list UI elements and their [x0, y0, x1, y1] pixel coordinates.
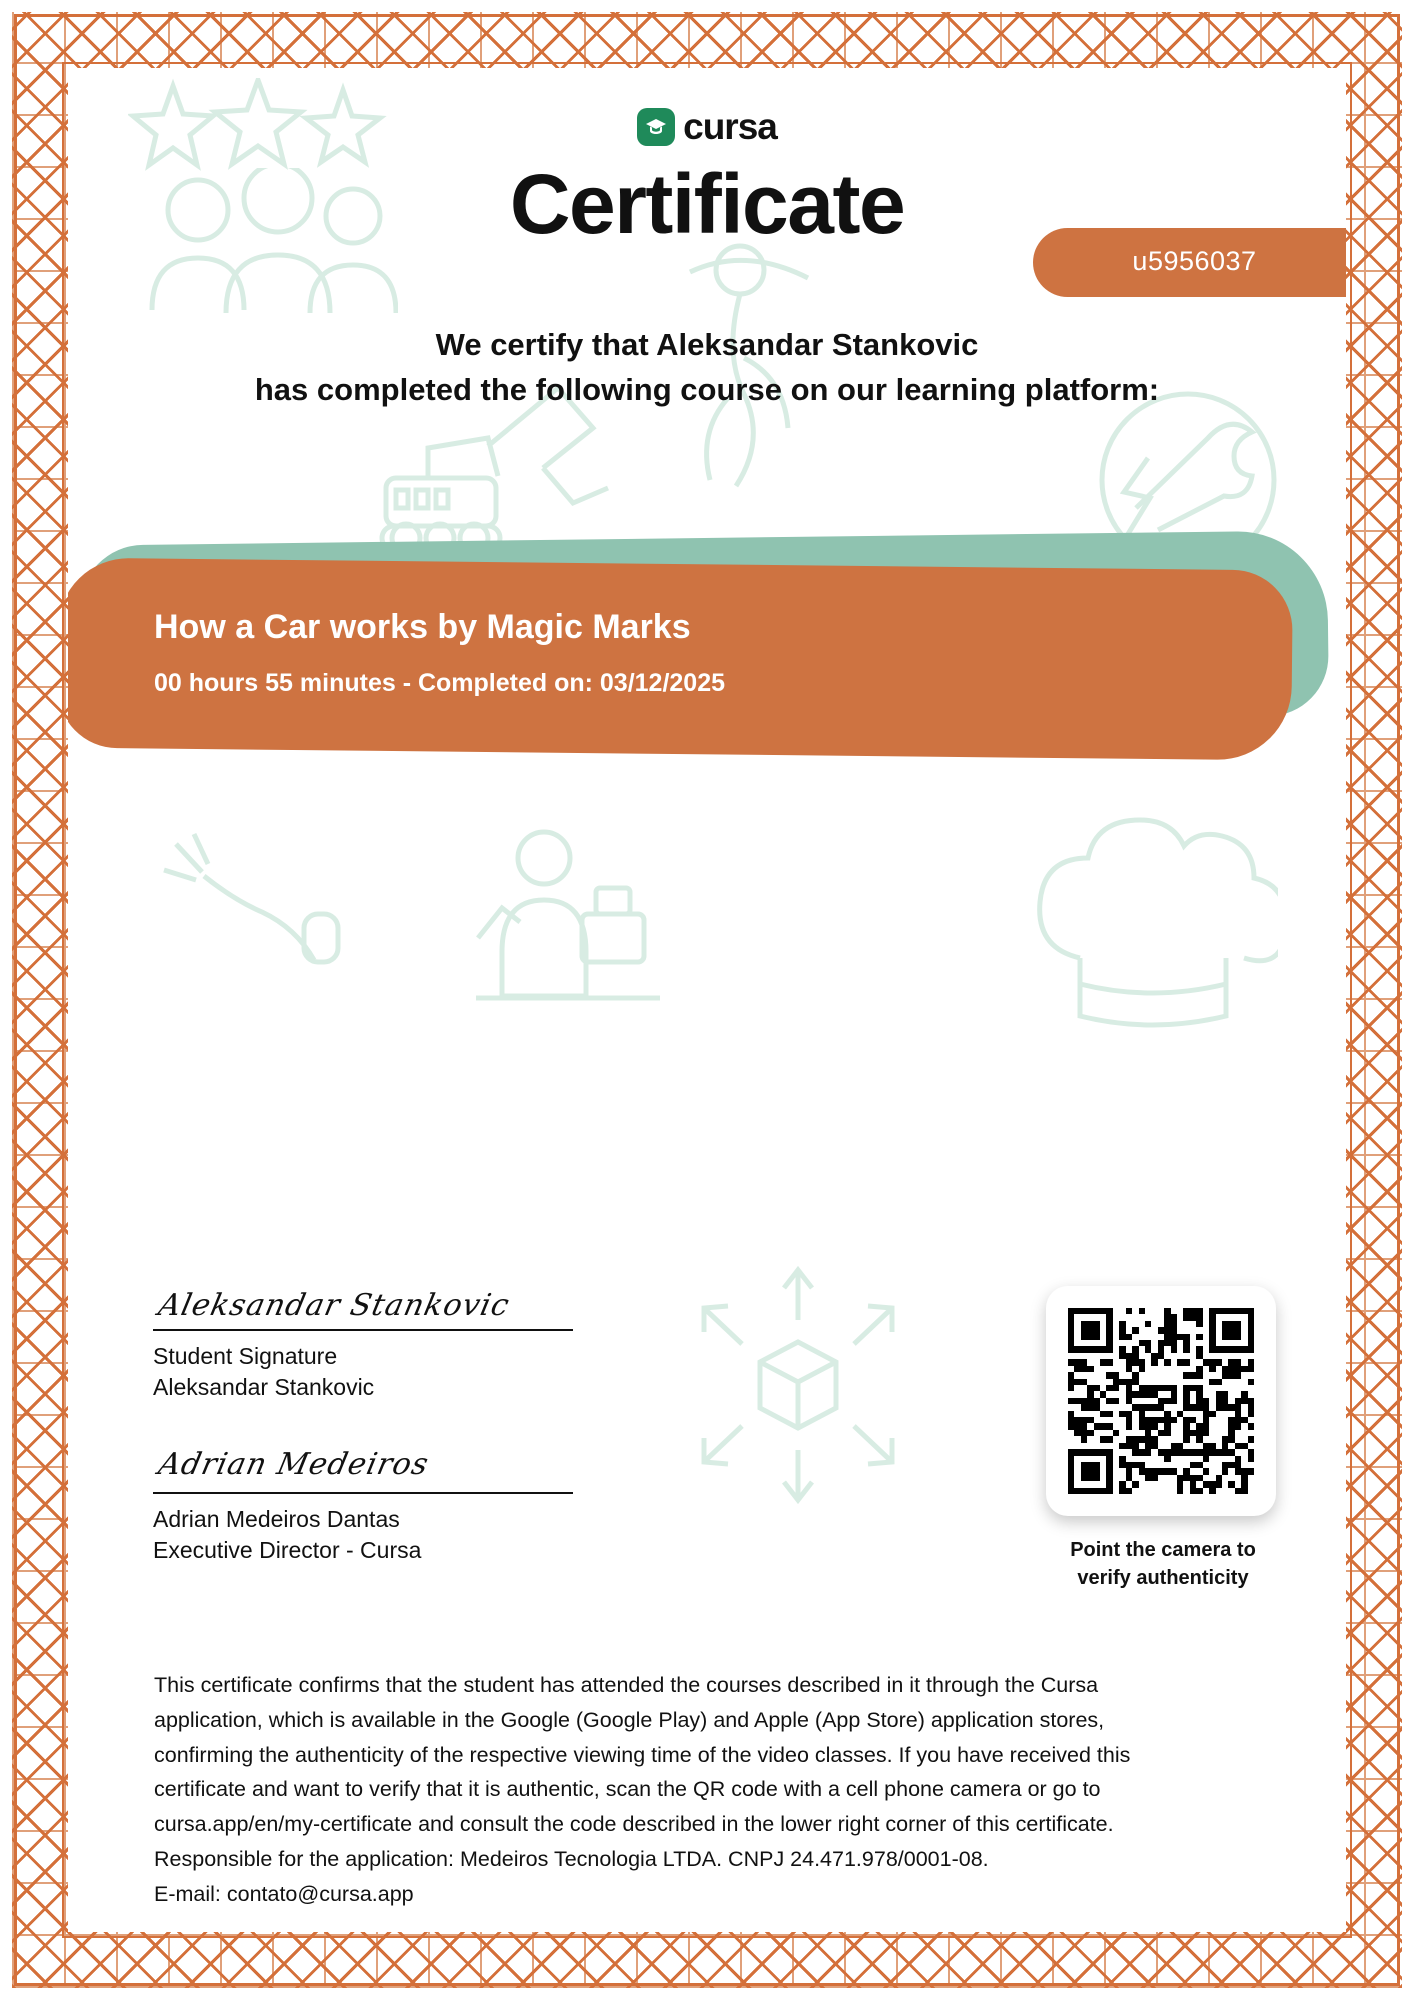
- student-name: Aleksandar Stankovic: [656, 327, 979, 362]
- certify-line-2: has completed the following course on our learning platform:: [254, 371, 1160, 407]
- student-signature-label: Student Signature: [153, 1343, 338, 1369]
- qr-code-matrix: [1068, 1308, 1254, 1494]
- signature-block-student: [153, 1288, 713, 1403]
- student-signature-name: Aleksandar Stankovic: [153, 1374, 375, 1401]
- footer-line: E-mail: contato@cursa.app: [154, 1881, 414, 1906]
- footer-line: application, which is available in the Google (Google Play) and Apple (App Store) application stores,: [154, 1707, 1105, 1732]
- student-signature-script: Aleksandar Stankovic: [155, 1288, 513, 1323]
- footer-line: confirming the authenticity of the respective viewing time of the video classes. If you have received this: [154, 1742, 1131, 1767]
- page-title: Certificate: [509, 157, 905, 251]
- qr-caption: [998, 1536, 1328, 1592]
- certify-statement: [108, 323, 1306, 413]
- footer-line: This certificate confirms that the student has attended the courses described in it through the Cursa: [154, 1673, 1099, 1697]
- director-signature-script: Adrian Medeiros: [155, 1447, 433, 1483]
- director-signature-title: Executive Director - Cursa: [153, 1537, 422, 1564]
- course-title: How a Car works by Magic Marks: [154, 608, 691, 646]
- footer-line: certificate and want to verify that it is authentic, scan the QR code with a cell phone camera or go to: [154, 1777, 1101, 1802]
- footer-line: Responsible for the application: Medeiros Tecnologia LTDA. CNPJ 24.471.978/0001-08.: [154, 1847, 989, 1872]
- certificate-body: [68, 68, 1346, 1932]
- signature-block-director: [153, 1447, 713, 1566]
- course-banner-text: [154, 608, 725, 698]
- signature-rule: [153, 1329, 573, 1331]
- welding-torch-watermark-icon: [158, 828, 348, 968]
- brand-logo: [68, 106, 1346, 148]
- graduation-cap-icon: [637, 108, 675, 146]
- qr-caption-line-2: verify authenticity: [1077, 1567, 1249, 1589]
- brand-name: cursa: [683, 106, 777, 147]
- footer-disclaimer: [154, 1668, 1276, 1912]
- course-duration-date: 00 hours 55 minutes - Completed on: 03/12/2025: [154, 669, 726, 697]
- qr-code[interactable]: [1046, 1286, 1276, 1516]
- footer-line: cursa.app/en/my-certificate and consult the code described in the lower right corner of this certificate.: [154, 1812, 1114, 1837]
- signature-rule: [153, 1492, 573, 1494]
- course-banner: [68, 538, 1328, 808]
- director-signature-name: Adrian Medeiros Dantas: [153, 1506, 400, 1533]
- qr-caption-line-1: Point the camera to: [1070, 1539, 1256, 1561]
- cashier-watermark-icon: [458, 828, 678, 1018]
- certify-line-1: [108, 323, 1306, 368]
- signature-area: [153, 1288, 713, 1566]
- certificate-code-badge: u5956037: [1033, 228, 1346, 297]
- certify-prefix: We certify that: [435, 327, 649, 362]
- chef-hat-watermark-icon: [1028, 808, 1278, 1038]
